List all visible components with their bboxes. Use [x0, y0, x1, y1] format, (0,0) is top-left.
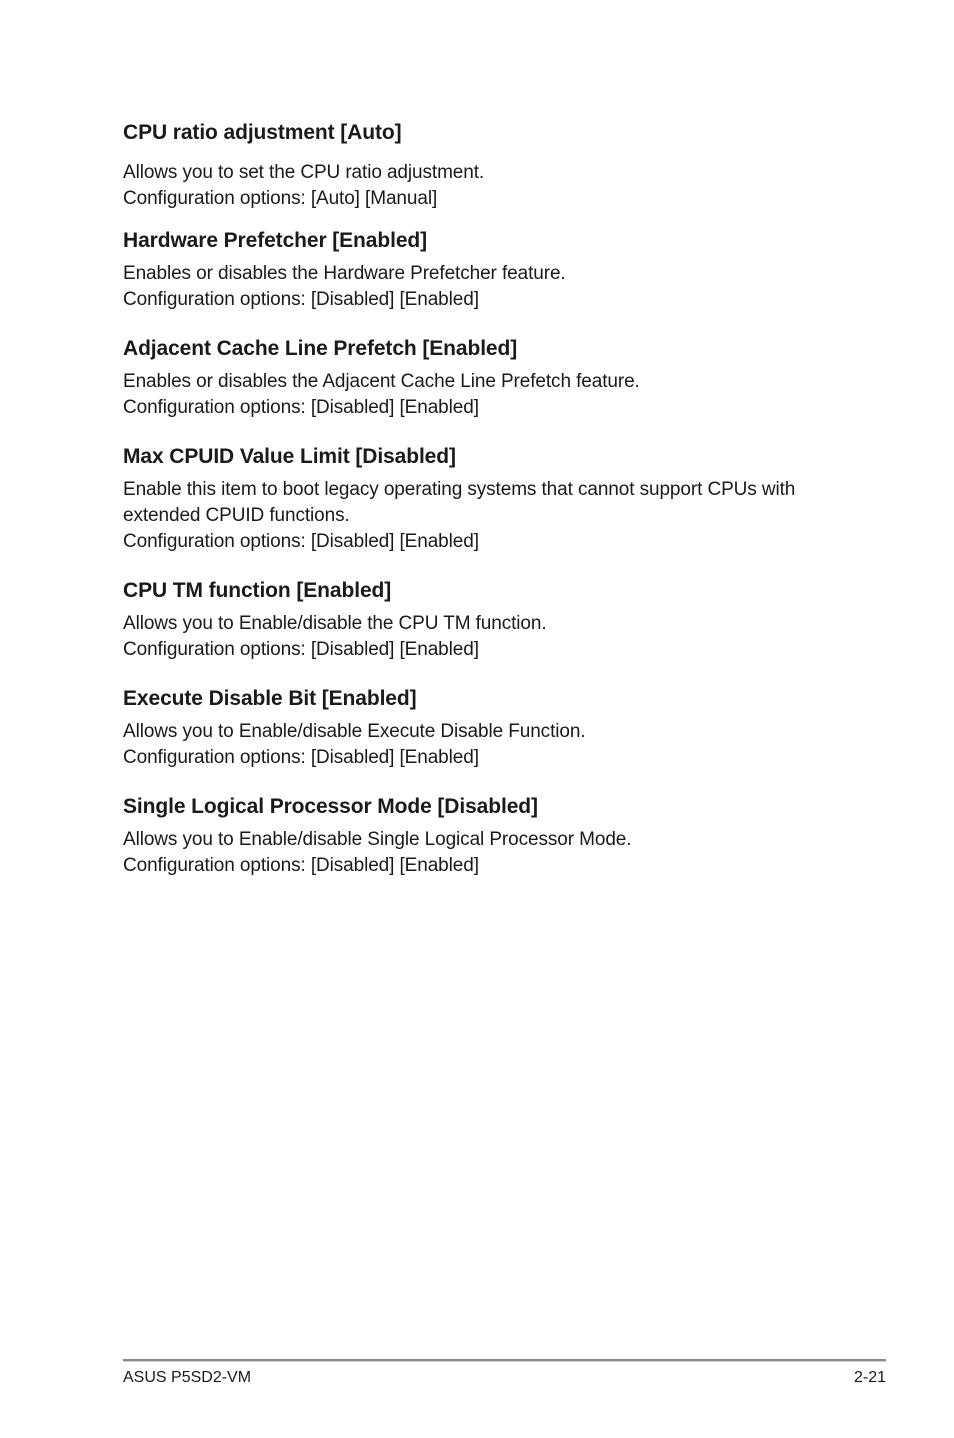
section-heading: Execute Disable Bit [Enabled] [123, 687, 417, 710]
section-config-options: Configuration options: [Disabled] [Enabled] [123, 639, 479, 660]
section-description-line: Allows you to Enable/disable the CPU TM function. [123, 613, 547, 634]
section-description-line: Enables or disables the Adjacent Cache Line Prefetch feature. [123, 371, 640, 392]
section-description-line: extended CPUID functions. [123, 505, 350, 526]
section-description-line: Allows you to set the CPU ratio adjustment. [123, 162, 485, 183]
section-heading: Max CPUID Value Limit [Disabled] [123, 445, 456, 468]
section-description-line: Allows you to Enable/disable Single Logical Processor Mode. [123, 829, 632, 850]
section-heading: Hardware Prefetcher [Enabled] [123, 229, 428, 252]
section-heading: CPU ratio adjustment [Auto] [123, 121, 402, 144]
section-description-line: Enables or disables the Hardware Prefetcher feature. [123, 263, 566, 284]
section-execute-disable-bit [123, 686, 843, 771]
section-hardware-prefetcher [123, 228, 843, 313]
section-description-line: Enable this item to boot legacy operating systems that cannot support CPUs with [123, 479, 796, 500]
section-config-options: Configuration options: [Auto] [Manual] [123, 188, 438, 209]
section-config-options: Configuration options: [Disabled] [Enabled] [123, 289, 479, 310]
section-config-options: Configuration options: [Disabled] [Enabled] [123, 397, 479, 418]
section-cpu-ratio-adjustment [123, 120, 843, 212]
section-cpu-tm-function [123, 578, 843, 663]
section-single-logical-processor-mode [123, 794, 843, 879]
section-heading: Adjacent Cache Line Prefetch [Enabled] [123, 337, 518, 360]
section-max-cpuid-value-limit [123, 444, 843, 555]
footer-page-number: 2-21 [853, 1369, 886, 1386]
footer-divider [123, 1359, 886, 1362]
section-config-options: Configuration options: [Disabled] [Enabled] [123, 855, 479, 876]
section-adjacent-cache-line-prefetch [123, 336, 843, 421]
section-heading: CPU TM function [Enabled] [123, 579, 392, 602]
section-config-options: Configuration options: [Disabled] [Enabled] [123, 747, 479, 768]
section-config-options: Configuration options: [Disabled] [Enabled] [123, 531, 479, 552]
section-description-line: Allows you to Enable/disable Execute Disable Function. [123, 721, 586, 742]
section-heading: Single Logical Processor Mode [Disabled] [123, 795, 538, 818]
footer-product-name: ASUS P5SD2-VM [123, 1369, 252, 1386]
